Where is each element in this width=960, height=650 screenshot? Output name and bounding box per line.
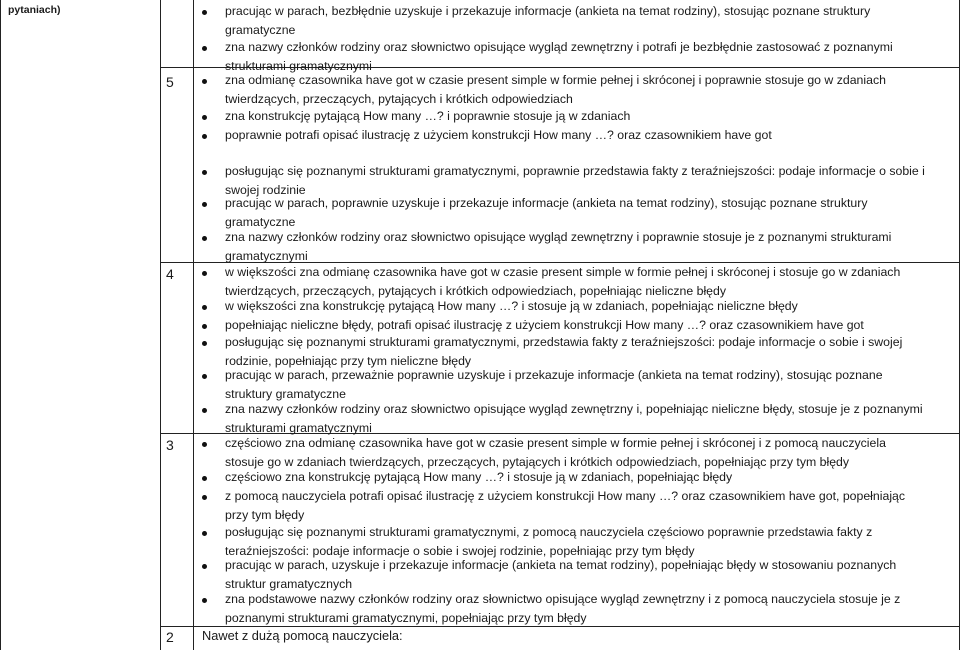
bullet-icon [202,408,207,413]
criterion-item: zna nazwy członków rodziny oraz słownictwo opisujące wygląd zewnętrzny i poprawnie stosuje je z poznanymi strukturami gramatycznymi [225,228,925,266]
bullet-icon [202,324,207,329]
criterion-item: posługując się poznanymi strukturami gramatycznymi, z pomocą nauczyciela częściowo poprawnie przedstawia fakty z teraźniejszości: podaje informacje o sobie i swojej rodzinie, popełniając przy tym błędy [225,523,925,561]
criterion-item: zna nazwy członków rodziny oraz słownictwo opisujące wygląd zewnętrzny i, popełniając nieliczne błędy, stosuje je z poznanymi strukturami gramatycznymi [225,400,925,438]
grade-number: 2 [166,629,174,645]
criterion-item: zna podstawowe nazwy członków rodziny oraz słownictwo opisujące wygląd zewnętrzny i z pomocą nauczyciela stosuje je z poznanymi strukturami gramatycznymi, popełniając przy tym błędy [225,590,925,628]
bullet-icon [202,476,207,481]
bullet-icon [202,495,207,500]
bullet-icon [202,46,207,51]
grade-intro: Nawet z dużą pomocą nauczyciela: [202,628,403,643]
bullet-icon [202,202,207,207]
criterion-item: zna nazwy członków rodziny oraz słownictwo opisujące wygląd zewnętrzny i potrafi je bezbłędnie zastosować z poznanymi strukturami gramatycznymi [225,38,925,76]
criterion-item: z pomocą nauczyciela potrafi opisać ilustrację z użyciem konstrukcji How many …? oraz czasownikiem have got, popełniając przy tym błędy [225,487,925,525]
bullet-icon [202,271,207,276]
criterion-item: pracując w parach, przeważnie poprawnie uzyskuje i przekazuje informacje (ankieta na temat rodziny), stosując poznane struktury gramatyczne [225,366,925,404]
criterion-item: posługując się poznanymi strukturami gramatycznymi, przedstawia fakty z teraźniejszości: podaje informacje o sobie i swojej rodzinie, popełniając przy tym nieliczne błędy [225,333,925,371]
criterion-item: pracując w parach, bezbłędnie uzyskuje i przekazuje informacje (ankieta na temat rodziny), stosując poznane struktury gramatyczne [225,2,925,40]
criterion-item: posługując się poznanymi strukturami gramatycznymi, poprawnie przedstawia fakty z teraźniejszości: podaje informacje o sobie i swojej rodzinie [225,162,925,200]
grade-number: 3 [166,437,174,453]
bullet-icon [202,531,207,536]
criterion-item: popełniając nieliczne błędy, potrafi opisać ilustrację z użyciem konstrukcji How many …? oraz czasownikiem have got [225,316,925,335]
criterion-item: częściowo zna konstrukcję pytającą How many …? i stosuje ją w zdaniach, popełniając błędy [225,468,925,487]
criterion-item: pracując w parach, poprawnie uzyskuje i przekazuje informacje (ankieta na temat rodziny), stosując poznane struktury gramatyczne [225,194,925,232]
criterion-item: częściowo zna odmianę czasownika have got w czasie present simple w formie pełnej i skróconej i z pomocą nauczyciela stosuje go w zdaniach twierdzących, przeczących, pytających i krótkich odpowiedziach, popełniając przy tym błędy [225,434,925,472]
bullet-icon [202,134,207,139]
criterion-item: w większości zna konstrukcję pytającą How many …? i stosuje ją w zdaniach, popełniając nieliczne błędy [225,297,925,316]
left-column-label: pytaniach) [8,4,61,16]
criterion-item: poprawnie potrafi opisać ilustrację z użyciem konstrukcji How many …? oraz czasownikiem have got [225,126,925,145]
grade-number: 5 [166,74,174,90]
bullet-icon [202,374,207,379]
bullet-icon [202,10,207,15]
criterion-item: zna konstrukcję pytającą How many …? i poprawnie stosuje ją w zdaniach [225,107,925,126]
bullet-icon [202,170,207,175]
bullet-icon [202,79,207,84]
bullet-icon [202,564,207,569]
criterion-item: zna odmianę czasownika have got w czasie present simple w formie pełnej i skróconej i poprawnie stosuje go w zdaniach twierdzących, przeczących, pytających i krótkich odpowiedziach [225,71,925,109]
bullet-icon [202,442,207,447]
bullet-icon [202,236,207,241]
bullet-icon [202,341,207,346]
criterion-item: pracując w parach, uzyskuje i przekazuje informacje (ankieta na temat rodziny), popełniając błędy w stosowaniu poznanych struktur gramatycznych [225,556,925,594]
bullet-icon [202,305,207,310]
grade-number: 4 [166,266,174,282]
bullet-icon [202,598,207,603]
criterion-item: w większości zna odmianę czasownika have got w czasie present simple w formie pełnej i skróconej i stosuje go w zdaniach twierdzących, przeczących, pytających i krótkich odpowiedziach, popełniając nieliczne błędy [225,263,925,301]
bullet-icon [202,115,207,120]
